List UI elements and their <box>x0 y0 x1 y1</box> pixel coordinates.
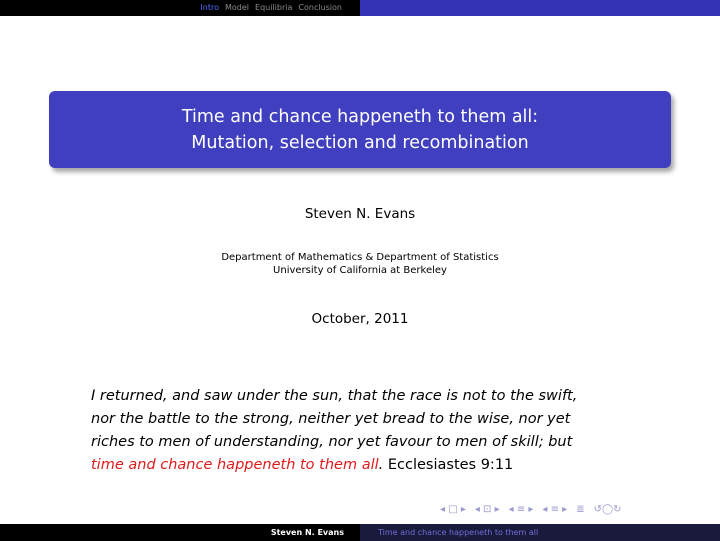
date: October, 2011 <box>311 311 409 327</box>
nav-model[interactable]: Model <box>224 3 250 12</box>
top-nav-bar <box>0 0 720 16</box>
affiliation <box>0 251 720 277</box>
nav-section-icon[interactable]: ◂ ≡ ▸ <box>508 504 534 515</box>
affiliation-line-1: Department of Mathematics & Department of Statistics <box>221 252 499 263</box>
quote-citation: Ecclesiastes 9:11 <box>387 457 514 473</box>
nav-frame-back-icon[interactable]: ◂ □ ▸ <box>440 504 466 515</box>
quote-emphasis: time and chance happeneth to them all <box>91 457 379 473</box>
title-block <box>49 91 671 168</box>
beamer-nav-symbols <box>440 504 622 515</box>
quote <box>91 385 651 477</box>
top-bar-right <box>360 0 720 16</box>
footer-author-box <box>0 524 360 541</box>
nav-search-icon[interactable]: ↺◯↻ <box>593 504 622 515</box>
nav-intro[interactable]: Intro <box>200 3 219 12</box>
author: Steven N. Evans <box>304 206 416 222</box>
nav-conclusion[interactable]: Conclusion <box>298 3 342 12</box>
footer-author: Steven N. Evans <box>270 528 344 537</box>
quote-line-3: riches to men of understanding, nor yet favour to men of skill; but <box>91 434 573 450</box>
title-line-1: Time and chance happeneth to them all: <box>181 106 539 127</box>
nav-align-icon[interactable]: ≣ <box>576 504 585 515</box>
footer-title: Time and chance happeneth to them all <box>378 528 539 537</box>
nav-equilibria[interactable]: Equilibria <box>255 3 293 12</box>
footer-title-box <box>360 524 720 541</box>
title-line-2: Mutation, selection and recombination <box>191 132 529 153</box>
nav-subsection-icon[interactable]: ◂ ⊡ ▸ <box>474 504 500 515</box>
footer <box>0 524 720 541</box>
quote-period: . <box>378 457 384 473</box>
quote-line-2: nor the battle to the strong, neither yet bread to the wise, nor yet <box>91 411 571 427</box>
nav-document-icon[interactable]: ◂ ≡ ▸ <box>542 504 568 515</box>
affiliation-line-2: University of California at Berkeley <box>273 265 447 276</box>
quote-line-1: I returned, and saw under the sun, that the race is not to the swift, <box>91 388 578 404</box>
quote-line-4 <box>91 454 651 477</box>
section-nav <box>0 0 360 16</box>
